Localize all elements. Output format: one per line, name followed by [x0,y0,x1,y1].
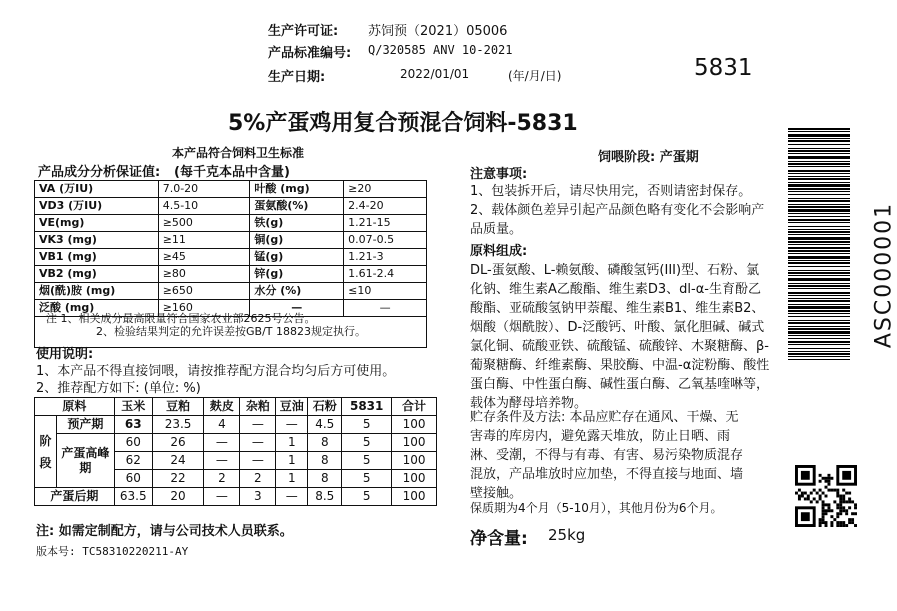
formula-cell: 3 [240,488,276,506]
formula-cell: 20 [152,488,204,506]
formula-cell: 100 [392,488,437,506]
analysis-value: 7.0-20 [158,181,250,198]
formula-cell: — [204,488,240,506]
standard-value: Q/320585 ANV 10-2021 [368,43,513,57]
analysis-row [35,181,427,198]
formula-cell: 63.5 [114,488,152,506]
analysis-value: ≤10 [344,283,427,300]
formula-cell: 5 [342,488,392,506]
analysis-nutrient: VE(mg) [35,215,159,232]
analysis-unit-note: (每千克本品中含量) [174,165,290,180]
storage-text: 贮存条件及方法: 本品应贮存在通风、干燥、无害毒的库房内，避免露天堆放，防止日晒、雨淋、受潮，不得与有毒、有害、易污染物质混存混放，产品堆放时应加垫，不得直接与地面、墙壁接触。 [470,410,744,501]
formula-cell: 100 [392,434,437,452]
formula-cell: 22 [152,470,204,488]
formula-stage: 预产期 [56,416,114,434]
formula-cell: 8 [308,434,342,452]
product-code: 5831 [694,55,753,81]
analysis-note-1: 注 1、相关成分最高限量符合国家农业部2625号公告。 [46,312,316,325]
formula-cell: 100 [392,416,437,434]
analysis-nutrient: 锰(g) [250,249,344,266]
formula-cell: 62 [114,452,152,470]
analysis-nutrient: 烟(酰)胺 (mg) [35,283,159,300]
formula-header: 麸皮 [204,398,240,416]
analysis-row [35,249,427,266]
analysis-value: 1.61-2.4 [344,266,427,283]
version-number: 版本号: TC58310220211-AY [36,545,189,558]
formula-cell: 4.5 [308,416,342,434]
notice-1: 1、包装拆开后，请尽快用完，否则请密封保存。 [470,184,752,199]
license-value: 苏饲预（2021）05006 [368,24,508,39]
stage-header: 阶段 [35,416,57,488]
formula-cell: — [240,416,276,434]
shelf-life: 保质期为4个月（5-10月），其他月份为6个月。 [470,501,723,515]
formula-header: 豆粕 [152,398,204,416]
formula-header: 5831 [342,398,392,416]
formula-cell: 2 [204,470,240,488]
formula-cell: 5 [342,452,392,470]
formula-header-row [35,398,437,416]
analysis-row [35,266,427,283]
formula-cell: 1 [276,434,308,452]
usage-title: 使用说明: [36,347,94,362]
analysis-nutrient: — [250,300,344,317]
formula-cell: — [240,452,276,470]
formula-cell: — [276,488,308,506]
formula-cell: 8 [308,470,342,488]
analysis-title: 产品成分分析保证值: [38,165,161,180]
qr-code-image [795,465,857,527]
analysis-row [35,283,427,300]
analysis-row [35,232,427,249]
analysis-value: ≥500 [158,215,250,232]
formula-cell: 60 [114,470,152,488]
analysis-nutrient: VB2 (mg) [35,266,159,283]
formula-cell: 60 [114,434,152,452]
formula-stage: 产蛋后期 [35,488,115,506]
formula-cell: 1 [276,470,308,488]
analysis-nutrient: 铜(g) [250,232,344,249]
formula-header: 原料 [35,398,115,416]
formula-cell: — [276,416,308,434]
formula-cell: 5 [342,434,392,452]
standard-label: 产品标准编号: [268,46,352,61]
net-content-label: 净含量: [470,529,528,549]
formula-row [35,488,437,506]
formula-header: 合计 [392,398,437,416]
usage-line-2: 2、推荐配方如下: (单位: %) [36,381,201,396]
analysis-nutrient: VK3 (mg) [35,232,159,249]
analysis-nutrient: 蛋氨酸(%) [250,198,344,215]
analysis-note-2: 2、检验结果判定的允许误差按GB/T 18823规定执行。 [96,325,366,338]
formula-cell: 100 [392,452,437,470]
formula-table [34,397,437,506]
date-format: (年/月/日) [508,69,562,83]
formula-header: 玉米 [114,398,152,416]
analysis-nutrient: VB1 (mg) [35,249,159,266]
analysis-value: ≥20 [344,181,427,198]
analysis-nutrient: 水分 (%) [250,283,344,300]
analysis-nutrient: VD3 (万IU) [35,198,159,215]
formula-header: 豆油 [276,398,308,416]
analysis-value: — [344,300,427,317]
formula-cell: 1 [276,452,308,470]
date-label: 生产日期: [268,70,326,85]
formula-cell: 2 [240,470,276,488]
analysis-nutrient: 铁(g) [250,215,344,232]
analysis-value: ≥650 [158,283,250,300]
formula-row [35,416,437,434]
analysis-nutrient: 泛酸 (mg) [35,300,159,317]
date-value: 2022/01/01 [400,67,470,81]
formula-cell: 5 [342,470,392,488]
formula-cell: 63 [114,416,152,434]
standard-note: 本产品符合饲料卫生标准 [172,146,305,160]
formula-cell: 100 [392,470,437,488]
formula-header: 石粉 [308,398,342,416]
qr-code [795,465,857,531]
formula-cell: — [204,452,240,470]
feeding-stage: 饲喂阶段: 产蛋期 [598,150,699,165]
product-title: 5%产蛋鸡用复合预混合饲料-5831 [228,111,578,136]
formula-stage: 产蛋高峰期 [56,434,114,488]
analysis-nutrient: 锌(g) [250,266,344,283]
net-content-value: 25kg [548,526,586,544]
formula-cell: 4 [204,416,240,434]
analysis-value: ≥80 [158,266,250,283]
ingredients-title: 原料组成: [470,244,528,259]
analysis-row [35,198,427,215]
barcode-text: ASC000001 [871,201,897,349]
formula-cell: 26 [152,434,204,452]
formula-cell: 23.5 [152,416,204,434]
formula-header: 杂粕 [240,398,276,416]
analysis-nutrient: 叶酸 (mg) [250,181,344,198]
analysis-value: ≥160 [158,300,250,317]
analysis-nutrient: VA (万IU) [35,181,159,198]
notice-2: 2、载体颜色差异引起产品颜色略有变化不会影响产品质量。 [470,203,765,237]
analysis-value: 0.07-0.5 [344,232,427,249]
barcode-bars [788,128,850,360]
formula-cell: 24 [152,452,204,470]
notice-title: 注意事项: [470,167,528,182]
ingredients-text: DL-蛋氨酸、L-赖氨酸、磷酸氢钙(III)型、石粉、氯化钠、维生素A乙酸酯、维生素D3、dl-α-生育酚乙酸酯、亚硫酸氢钠甲萘醌、维生素B1、维生素B2、烟酸（烟酰胺）、D-泛酸钙、叶酸、氯化胆碱、碱式氯化铜、硫酸亚铁、硫酸锰、硫酸锌、木聚糖酶、β-葡聚糖酶、纤维素酶、果胶酶、中温-α淀粉酶、酸性蛋白酶、中性蛋白酶、碱性蛋白酶、乙氧基喹啉等，载体为酵母培养物。 [470,263,770,411]
analysis-value: ≥45 [158,249,250,266]
analysis-value: 2.4-20 [344,198,427,215]
formula-cell: 8.5 [308,488,342,506]
formula-cell: 5 [342,416,392,434]
license-label: 生产许可证: [268,24,339,39]
formula-cell: — [204,434,240,452]
analysis-value: 1.21-15 [344,215,427,232]
usage-line-1: 1、本产品不得直接饲喂，请按推荐配方混合均匀后方可使用。 [36,364,396,379]
analysis-value: 4.5-10 [158,198,250,215]
formula-footnote: 注: 如需定制配方，请与公司技术人员联系。 [36,524,293,539]
formula-row [35,434,437,452]
analysis-row [35,215,427,232]
analysis-value: 1.21-3 [344,249,427,266]
analysis-value: ≥11 [158,232,250,249]
barcode [788,128,850,364]
formula-cell: — [240,434,276,452]
formula-cell: 8 [308,452,342,470]
